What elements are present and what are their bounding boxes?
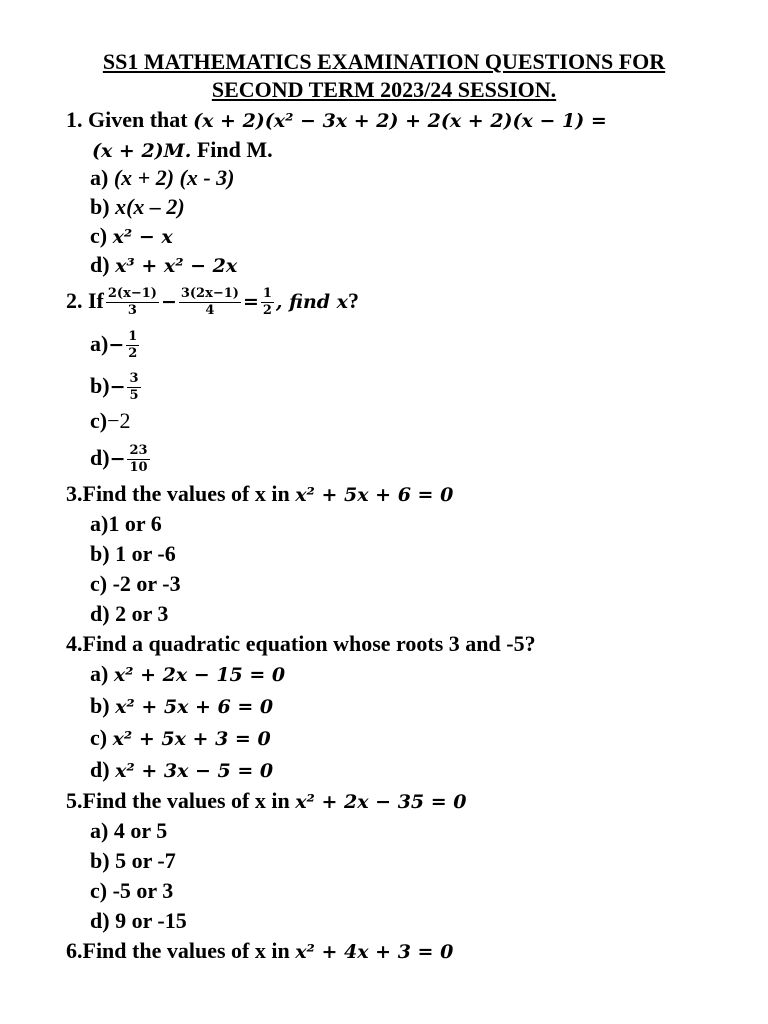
option-3d [90, 600, 168, 628]
question-math-continued: (x + 2)M. [92, 140, 192, 162]
option-4c [90, 724, 271, 753]
option-3c [90, 570, 181, 598]
option-label: d) [90, 908, 110, 933]
question-1-continuation [92, 136, 273, 165]
option-label: b) [90, 194, 110, 219]
option-label: a) [90, 661, 109, 686]
option-label: b) [90, 373, 110, 398]
fraction [127, 443, 149, 476]
fraction-numerator: 23 [129, 443, 148, 459]
option-2c [90, 407, 131, 435]
option-label: c) [90, 725, 108, 750]
minus-sign: − [108, 334, 125, 356]
option-label: c) [90, 223, 108, 248]
question-math: , find x [275, 291, 349, 313]
minus-sign: − [160, 291, 177, 313]
option-4d [90, 756, 273, 785]
option-text: x² − x [112, 226, 173, 248]
question-number: 2. [66, 288, 83, 313]
question-number: 3. [66, 481, 83, 506]
question-number: 5. [66, 788, 83, 813]
option-text: x³ + x² − 2x [115, 255, 238, 277]
option-4b [90, 692, 273, 721]
option-text: 1 or -6 [115, 541, 176, 566]
question-lead: Find the values of x in [82, 788, 290, 813]
option-1c [90, 222, 173, 251]
option-text: x² + 2x − 15 = 0 [113, 664, 286, 686]
option-text: (x + 2) (x - 3) [113, 165, 235, 190]
question-4 [66, 630, 536, 658]
option-text: x² + 5x + 3 = 0 [112, 728, 271, 750]
minus-sign: − [109, 376, 126, 398]
option-label: b) [90, 848, 110, 873]
option-text: 9 or -15 [115, 908, 187, 933]
question-math: (x + 2)(x² − 3x + 2) + 2(x + 2)(x − 1) = [193, 110, 607, 132]
option-label: a) [90, 818, 109, 843]
question-2 [66, 284, 359, 319]
option-label: c) [90, 878, 108, 903]
option-5a [90, 817, 167, 845]
option-1b [90, 193, 185, 221]
option-label: c) [90, 408, 108, 433]
option-3b [90, 540, 176, 568]
option-label: a) [90, 511, 109, 536]
fraction-numerator: 1 [262, 286, 272, 302]
question-number: 1. [66, 107, 83, 132]
question-lead: Given that [88, 107, 188, 132]
question-3 [66, 480, 453, 509]
option-text: x² + 5x + 6 = 0 [115, 696, 274, 718]
fraction [106, 286, 159, 319]
option-label: d) [90, 757, 110, 782]
option-2d [90, 440, 152, 477]
question-math: x² + 2x − 35 = 0 [295, 791, 467, 813]
option-label: a) [90, 165, 109, 190]
fraction [261, 286, 274, 319]
fraction-numerator: 1 [128, 329, 138, 345]
question-math: x² + 5x + 6 = 0 [295, 484, 454, 506]
option-label: a) [90, 331, 109, 356]
option-1a [90, 164, 235, 192]
fraction-denominator: 10 [129, 460, 148, 476]
title-line-2: SECOND TERM 2023/24 SESSION. [211, 77, 557, 102]
option-5d [90, 907, 187, 935]
question-number: 6. [66, 938, 83, 963]
minus-sign: − [109, 448, 126, 470]
question-math: x² + 4x + 3 = 0 [295, 941, 454, 963]
fraction-denominator: 5 [129, 388, 139, 404]
option-4a [90, 660, 285, 689]
option-2a [90, 326, 141, 363]
fraction [179, 286, 241, 319]
question-6 [66, 937, 453, 966]
option-5b [90, 847, 176, 875]
option-text: 1 or 6 [108, 511, 162, 536]
question-mark: ? [348, 288, 360, 313]
question-number: 4. [66, 631, 83, 656]
option-text: x² + 3x − 5 = 0 [115, 760, 274, 782]
question-lead: Find a quadratic equation whose roots 3 and -5? [82, 631, 536, 656]
option-text: 4 or 5 [113, 818, 168, 843]
question-lead: Find the values of x in [82, 481, 290, 506]
fraction [126, 329, 139, 362]
title-line-1: SS1 MATHEMATICS EXAMINATION QUESTIONS FOR [102, 49, 666, 74]
question-lead: If [88, 288, 104, 313]
question-lead: Find the values of x in [82, 938, 290, 963]
option-label: c) [90, 571, 108, 596]
option-label: d) [90, 445, 110, 470]
option-3a [90, 510, 162, 538]
option-text: −2 [107, 408, 131, 433]
option-text: -2 or -3 [112, 571, 181, 596]
option-5c [90, 877, 173, 905]
fraction-numerator: 3 [129, 371, 139, 387]
fraction-denominator: 3 [127, 303, 137, 319]
fraction-numerator: 2(x−1) [107, 286, 157, 302]
option-label: b) [90, 541, 110, 566]
fraction [127, 371, 140, 404]
equals-sign: = [242, 291, 259, 313]
option-2b [90, 368, 143, 405]
option-label: b) [90, 693, 110, 718]
option-text: 5 or -7 [115, 848, 176, 873]
question-1 [66, 106, 607, 135]
fraction-denominator: 2 [128, 346, 138, 362]
fraction-numerator: 3(2x−1) [180, 286, 239, 302]
option-text: 2 or 3 [115, 601, 169, 626]
question-lead-continued: Find M. [196, 137, 273, 162]
option-label: d) [90, 601, 110, 626]
fraction-denominator: 2 [262, 303, 272, 319]
option-1d [90, 251, 237, 280]
question-5 [66, 787, 467, 816]
option-text: -5 or 3 [112, 878, 174, 903]
option-label: d) [90, 252, 110, 277]
option-text: x(x – 2) [115, 194, 185, 219]
fraction-denominator: 4 [205, 303, 215, 319]
